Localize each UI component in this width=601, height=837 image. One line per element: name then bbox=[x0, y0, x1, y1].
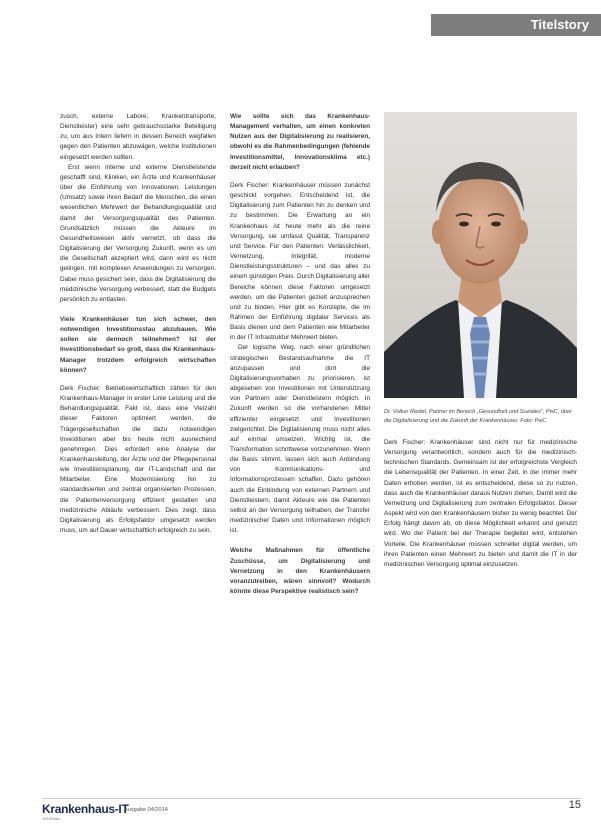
text-column-2 bbox=[230, 112, 370, 597]
question: Viele Krankenhäuser tun sich schwer, den notwendigen Investitionsstau abzubauen. Wie sollen sie dennoch teilnehmen? Ist der Investitionsbedarf so groß, dass die Krankenhaus-Manager trotzdem erfolgreich wirtschaften können? bbox=[60, 315, 216, 374]
photo-caption: Dr. Volker Riedel, Partner im Bereich „Gesundheit und Soziales“, PwC, über die Digitalisierung und die Zukunft der Krankenhäuser. Foto: PwC bbox=[384, 409, 572, 424]
question: Welche Maßnahmen für öffentliche Zuschüsse, um Digitalisierung und Vernetzung in den Krankenhäusern voranzutreiben, wären sinnvoll? Wodurch könnte diese Perspektive realistisch sein? bbox=[230, 547, 370, 596]
section-tab: Titelstory bbox=[431, 14, 601, 36]
page-number: 15 bbox=[568, 799, 581, 811]
paragraph: Erst wenn interne und externe Dienstleistende geschafft sind, Kliniken, ein Ärzte und Krankenhäuser über die Einführung von Innovationen. Leistungen (Umsatz) sowie ihren Bedarf die Menschen, die einen wesentlichen Mehrwert der Behandlungsqualität und damit der Versorgungsqualität des Patienten. Grundsätzlich müssen die Akteure im Gesundheitswesen aktiv vernetzt, ob dass die Digitalisierung der Versorgung Zukunft, wenn es um die Gesellschaft akzeptiert wird, dann wird es nicht gelingen, mit komplexen Anwendungen zu versorgen. Dabei muss gesichert sein, dass die Digitalisierung die medizinische Versorgung verbessert, statt die Budgets persönlich zu entlasten. bbox=[60, 163, 216, 303]
magazine-logo: Krankenhaus-IT bbox=[42, 802, 129, 816]
answer: Derk Fischer: Krankenhäuser sind nicht nur für medizinische Versorgung verantwortlich, sondern auch für die medizinisch-technischen Standards. Gemeinsam ist der erfolgreichste Vergleich die Lebensqualität der Patienten. In einer Zeit, in der immer mehr Daten erhoben werden, ist es entscheidend, diese so zu nutzen, dass auch die Krankenhäuser daraus Nutzen ziehen. Damit wird die Vernetzung und Digitalisierung zum zentralen Erfolgsfaktor. Dieser Aspekt wird von den Krankenhäusern bisher zu wenig beachtet. Der Erfolg hängt davon ab, ob diese Möglichkeit erkannt und genutzt wird. Wo der Patient bei der Therapie begleitet wird, entstehen Vorteile. Die Krankenhäuser müssen schneller digital werden, um ihren Patienten einen Mehrwert zu bieten und damit die IT in der medizinischen Versorgung optimal einzusetzen. bbox=[384, 439, 577, 568]
portrait-photo bbox=[384, 112, 577, 398]
text-column-1 bbox=[60, 112, 216, 536]
paragraph: zusch, externe Labore, Krankentransporte, Dienstleister) eine sehr gebrauchsstarke Beteiligung zu, um aus Intern liefern in dessen Bereich wegfallen gegen den Patienten abzuwägen, welche Institutionen eingesetzt werden sollten. bbox=[60, 113, 216, 161]
answer: Derk Fischer: Betriebswirtschaftlich zählen für den Krankenhaus-Manager in erster Linie Leistung und die Behandlungsqualität. Fakt ist, dass eine Vielzahl dieser Faktoren optimiert werden, die Trägergesellschaften die dazu notwendigen Investitionen aber bis heute nicht ausreichend genehmigen. Dies erfordert eine Analyse der Krankenhausleitung, der Ärzte und der Pflegepersonal wie Investitionsplanung, der IT-Landschaft und der Mitarbeiter. Eine Modernisierung hin zu standardisierten und zentral organisierten Prozessen, die Patientenversorgung effizient gestalten und medizinische Abläufe verbessern. Dies zeigt, dass Digitalisierung als Erfolgsfaktor umgesetzt werden muss, um auf Dauer wirtschaftlich erfolgreich zu sein. bbox=[60, 384, 216, 535]
magazine-logo-subtitle: JOURNAL bbox=[42, 816, 61, 821]
text-column-3 bbox=[384, 438, 577, 570]
answer: Derk Fischer: Krankenhäuser müssen zunächst geschickt vorgehen. Entscheidend ist, die Digitalisierung zum Patienten hin zu denken und zu bestimmen. Die Erwartung an ein Krankenhaus ist heute mehr als die reine Versorgung, sie umfasst Qualität, Transparenz und Service. Für den Patienten: Verlässlichkeit, Vernetzung, Integrität, moderne Dienstleistungsstrukturen – und das alles zu einem günstigen Preis. Durch Digitalisierung aller Bereiche können diese Faktoren umgesetzt werden, um die Patienten gezielt anzusprechen und zu binden. Hier gibt es Konzepte, die im Rahmen der Einführung digitaler Services als Basis dienen und dem Patienten wie Mitarbeiter in der IT Infrastruktur Mehrwert bieten. bbox=[230, 181, 370, 342]
footer-divider bbox=[42, 798, 581, 799]
portrait-image bbox=[384, 112, 577, 398]
issue-label: Ausgabe 04/2014 bbox=[124, 807, 168, 813]
question: Wie sollte sich das Krankenhaus-Management verhalten, um einen konkreten Nutzen aus der Digitalisierung zu realisieren, obwohl es die Rahmenbedingungen (fehlende Investitionsmittel, Innovationsklima etc.) derzeit nicht erlauben? bbox=[230, 113, 370, 171]
paragraph: Der logische Weg, nach einer gründlichen strategischen Bestandsaufnahme die IT anzupassen und dort die Digitalisierungsvorhaben zu priorisieren, ist abgesehen von Investitionen mit Unterstützung von Partnern oder Dienstleistern möglich. In Zukunft werden so die vorhandenen Mittel effizienter eingesetzt und Investitionen zielgerichtet. Die Digitalisierung muss nicht alles auf einmal umsetzen. Wichtig ist, die Transformation schrittweise vorzunehmen. Wenn die Basis stimmt, lassen sich auch Anbindung von Kommunikations- und Informationsprozessen schaffen. Dazu gehören auch die Einbindung von externen Partnern und Dienstleistern, damit Akteure wie die Patienten selbst an der Versorgung teilhaben, der Transfer medizinischer Daten und Informationen möglich ist. bbox=[230, 344, 370, 535]
